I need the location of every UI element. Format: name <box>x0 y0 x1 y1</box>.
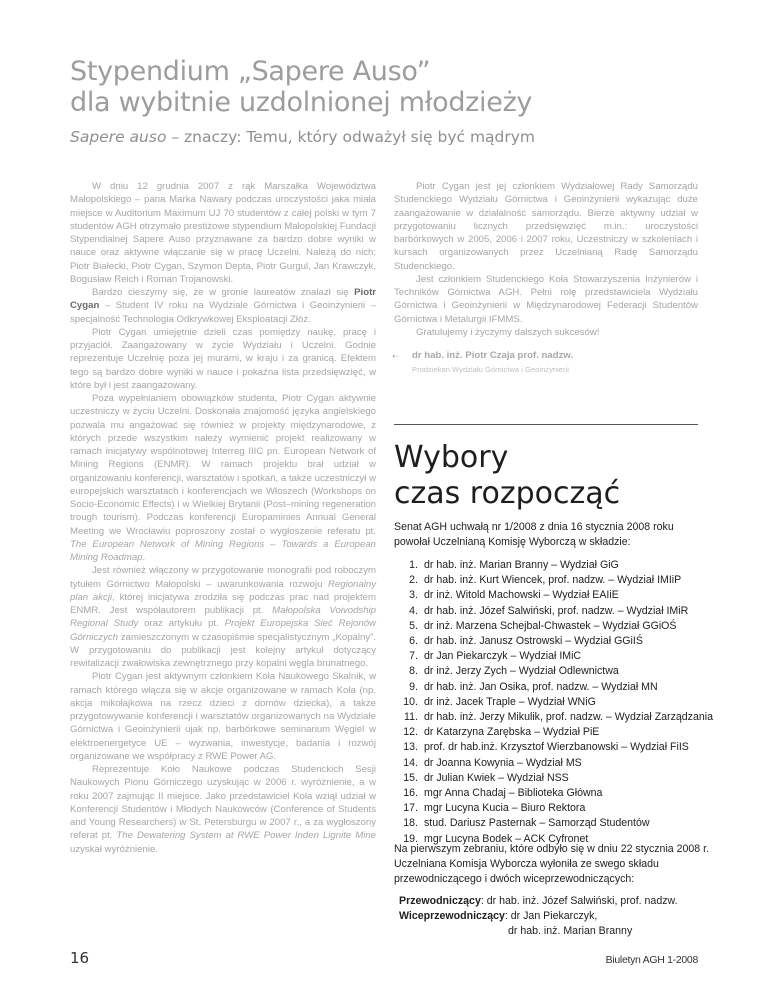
chair-value: : dr hab. inż. Józef Salwiński, prof. nadzw. <box>480 895 678 907</box>
member-number: 12. <box>403 726 418 739</box>
member-number: 10. <box>403 695 418 708</box>
member-text: dr Jan Piekarczyk – Wydział IMiC <box>424 650 582 663</box>
committee-member <box>394 558 714 573</box>
member-number: 13. <box>403 741 418 754</box>
article-subtitle <box>70 128 710 146</box>
member-text: mgr Lucyna Kucia – Biuro Rektora <box>424 802 586 815</box>
member-text: dr hab. inż. Jan Osika, prof. nadzw. – Wydział MN <box>424 680 658 693</box>
member-text: dr inż. Witold Machowski – Wydział EAIiE <box>424 589 619 602</box>
member-number: 1. <box>409 559 418 571</box>
text-run: zamieszczonym w czasopiśmie specjalistycznym „Kopalny”. W przygotowaniu do publikacji jest kolejny artykuł dotyczący rewitalizacji zwałowiska zewnętrznego przy kopalni węgla brunatnego. <box>70 631 376 669</box>
text-run: Poza wypełnianiem obowiązków studenta, Piotr Cygan aktywnie uczestniczy w życiu Uczelni. Doskonała znajomość języka angielskiego pozwala mu angażować się również w projekty międzynarodowe, z których przede wszystkim należy wymienić projekt realizowany w ramach inicjatywy wspólnotowej Interreg IIIC pn. European Network of Mining Regions (ENMR). W ramach projektu brał udział w organizowaniu konferencji, warsztatów i spotkań, a także uczestniczył w europejskich warsztatach i konferencjach we Włoszech (Workshops on Socio-Economic Effects) i w Wielkiej Brytanii (Post–mining regeneration trough tourism). Podczas konferencji Europaminies Annual General Meeting we Wrocławiu poproszony został o wygłoszenie referatu pt. <box>70 393 376 537</box>
article-right-column <box>394 180 698 339</box>
member-text: dr inż. Jacek Traple – Wydział WNiG <box>424 695 596 708</box>
vice-chair-value: : dr Jan Piekarczyk, <box>504 910 598 923</box>
committee-member <box>394 680 714 695</box>
section-heading-line-1: Wybory <box>394 440 509 475</box>
publication-title: Projekt Europejska Sieć Rejonów Górniczych <box>70 618 376 643</box>
committee-member <box>394 725 714 740</box>
member-text: dr Julian Kwiek – Wydział NSS <box>424 771 569 784</box>
text-run: oraz artykułu pt. <box>138 618 225 630</box>
committee-member <box>394 573 714 588</box>
publication-title: Małopolska Voivodship Regional Study <box>70 605 376 630</box>
member-number: 14. <box>403 756 418 769</box>
member-text: dr Katarzyna Zarębska – Wydział PiE <box>424 726 600 739</box>
member-text: dr hab. inż. Kurt Wiencek, prof. nadzw. – Wydział IMIiP <box>424 574 682 587</box>
committee-member <box>394 771 714 786</box>
member-text: dr hab. inż. Jerzy Mikulik, prof. nadzw. – Wydział Zarządzania <box>424 711 713 724</box>
article-paragraph <box>70 392 376 564</box>
member-number: 5. <box>409 619 418 632</box>
member-text: prof. dr hab.inż. Krzysztof Wierzbanowski – Wydział FiIS <box>424 741 689 754</box>
signature-role: Prodziekan Wydziału Górnictwa i Geoinżynierii <box>412 365 569 374</box>
paper-title: The European Network of Mining Regions – Towards a European Mining Roadmap <box>70 538 376 563</box>
member-number: 4. <box>409 604 418 617</box>
member-text: dr hab. inż. Marian Branny – Wydział GiG <box>424 559 619 571</box>
member-number: 16. <box>403 787 418 800</box>
article-paragraph: W dniu 12 grudnia 2007 z rąk Marszałka Województwa Małopolskiego – pana Marka Nawary podczas uroczystości jaka miała miejsce w Auditorium Maximum UJ 70 studentów z całej polski w tym 7 studentów AGH otrzymało prestiżowe stypendium Małopolskiej Fundacji Stypendialnej Sapere Auso przyznawane za bardzo dobre wyniki w nauce oraz aktywne włączanie się w pracę Uczelni. Należą do nich: Piotr Białecki, Piotr Cygan, Szymon Depta, Piotr Gurgul, Jan Krawczyk, Bogusław Reich i Roman Trojanowski. <box>70 181 376 285</box>
member-number: 15. <box>403 771 418 784</box>
member-text: mgr Lucyna Bodek – ACK Cyfronet <box>424 832 589 845</box>
committee-member <box>394 695 714 710</box>
section-outro: Na pierwszym zebraniu, które odbyło się w dniu 22 stycznia 2008 r. Uczelniana Komisja Wyborcza wyłoniła ze swego składu przewodniczącego i dwóch wiceprzewodniczących: <box>394 843 710 886</box>
article-title <box>70 56 710 118</box>
subtitle-translation: – znaczy: Temu, który odważył się być mądrym <box>166 128 536 146</box>
section-heading-line-2: czas rozpocząć <box>394 476 621 511</box>
vice-chair-second: dr hab. inż. Marian Branny <box>508 925 633 938</box>
vice-chair-line <box>399 909 719 924</box>
article-paragraph <box>70 564 376 670</box>
section-heading <box>394 440 620 512</box>
text-run: , której inicjatywa zrodziła się podczas prac nad projektem ENMR. Jest współautorem publikacji pt. <box>70 591 376 616</box>
committee-member <box>394 816 714 831</box>
arrow-left-icon: ⇠ <box>392 351 400 361</box>
member-text: dr inż. Marzena Schejbal-Chwastek – Wydział GGiOŚ <box>424 619 677 632</box>
member-number: 2. <box>409 574 418 587</box>
committee-officers <box>399 894 719 940</box>
article-title-line-1: Stypendium „Sapere Auso” <box>70 56 431 87</box>
member-number: 9. <box>409 680 418 693</box>
member-number: 11. <box>404 711 418 724</box>
member-text: dr hab. inż. Józef Salwiński, prof. nadzw. – Wydział IMiR <box>424 604 689 617</box>
chair-label: Przewodniczący <box>399 895 481 907</box>
article-paragraph: Jest członkiem Studenckiego Koła Stowarzyszenia Inżynierów i Techników Górnictwa AGH. Pełni rolę przedstawiciela Wydziału Górnictwa i Geoinżynierii w Międzynarodowej Federacji Studentów Górnictwa i Metalurgii IFMMS. <box>394 273 698 325</box>
article-left-column <box>70 180 376 856</box>
article-paragraph: Gratulujemy i życzymy dalszych sukcesów! <box>416 326 600 338</box>
text-run: – Student IV roku na Wydziale Górnictwa i Geoinżynierii – specjalność Technologia Odkrywkowej Eksploatacji Złóż. <box>70 300 376 325</box>
committee-member <box>394 801 714 816</box>
page-number: 16 <box>70 949 90 967</box>
article-paragraph: Piotr Cygan jest jej członkiem Wydziałowej Rady Samorządu Studenckiego Wydziału Górnictwa i Geoinżynierii wykazując duże zaangażowanie w działalność samorządu. Bierze aktywny udział w przygotowaniu licznych przedsięwzięć m.in.: uroczystości barbórkowych w 2005, 2006 i 2007 roku, Uczestniczy w szkoleniach i kursach organizowanych przez Uczelnianą Radę Samorządu Studenckiego. <box>394 181 698 272</box>
member-text: dr inż. Jerzy Zych – Wydział Odlewnictwa <box>424 665 619 678</box>
committee-member <box>394 649 714 664</box>
committee-member <box>394 664 714 679</box>
section-divider <box>394 424 698 425</box>
member-text: dr Joanna Kowynia – Wydział MS <box>424 756 582 769</box>
section-intro: Senat AGH uchwałą nr 1/2008 z dnia 16 stycznia 2008 roku powołał Uczelnianą Komisję Wyborczą w składzie: <box>394 521 674 548</box>
subtitle-motto: Sapere auso <box>70 128 167 146</box>
text-run: uzyskał wyróżnienie. <box>70 843 158 855</box>
article-paragraph: Piotr Cygan jest aktywnym członkiem Koła Naukowego Skalnik, w ramach którego włącza się w akcje organizowane w ramach Koła (np. akcja mikołajkowa na rzecz dzieci z domów dziecka), a także przygotowywanie konferencji i warsztatów organizowanych na Wydziale Górnictwa i Geoinżynierii ujak np. barbórkowe seminarium Węgiel w elektroenergetyce UE – wyzwania, inwestycje, badania i rozwój organizowane we współpracy z RWE Power AG. <box>70 671 376 762</box>
committee-member <box>394 619 714 634</box>
committee-member <box>394 604 714 619</box>
publication-name: Biuletyn AGH 1-2008 <box>605 954 698 966</box>
member-number: 6. <box>409 635 418 648</box>
text-run: Bardzo cieszymy się, że w gronie laureatów znalazł się <box>92 287 355 298</box>
member-text: stud. Dariusz Pasternak – Samorząd Studentów <box>424 817 650 830</box>
member-text: mgr Anna Chadaj – Biblioteka Główna <box>424 787 603 800</box>
committee-member <box>394 710 714 725</box>
publication-title: Regionalny plan akcji <box>70 578 376 603</box>
member-number: 8. <box>409 665 418 678</box>
committee-member <box>394 740 714 755</box>
member-number: 7. <box>409 650 418 663</box>
member-number: 17. <box>403 802 418 815</box>
article-paragraph: Piotr Cygan umiejętnie dzieli czas pomiędzy naukę, pracę i przyjaciół. Zaangażowany w życie Wydziału i Uczelni. Godnie reprezentuje Uczelnię poza jej murami, w kraju i za granicą. Efektem tego są bardzo dobre wyniki w nauce i pokaźna lista przedsięwzięć, w które był i jest zaangażowany. <box>70 326 376 391</box>
student-name: Piotr Cygan <box>70 287 376 312</box>
member-number: 3. <box>409 589 418 602</box>
committee-member <box>394 756 714 771</box>
article-title-line-2: dla wybitnie uzdolnionej młodzieży <box>70 87 533 118</box>
member-number: 18. <box>403 817 418 830</box>
text-run: . <box>142 552 146 563</box>
committee-member <box>394 588 714 603</box>
signature-name: dr hab. inż. Piotr Czaja prof. nadzw. <box>412 350 574 361</box>
committee-member-list <box>394 558 714 847</box>
text-run: Reprezentuje Koło Naukowe podczas Studenckich Sesji Naukowych Pionu Górniczego uzyskując w 2006 r. wyróżnienie, a w roku 2007 zajmując II miejsce. Jako przedstawiciel Koła wziął udział w Konferencji Studentów i Młodych Naukowców (Conference of Students and Young Researchers) w St. Petersburgu w 2007 r., a za wygłoszony referat pt. <box>70 764 376 842</box>
vice-chair-label: Wiceprzewodniczący <box>399 910 505 923</box>
committee-member <box>394 786 714 801</box>
article-paragraph <box>70 763 376 856</box>
text-run: Jest również włączony w przygotowanie monografii pod roboczym tytułem Górnictwo Małopolski – uwarunkowania rozwoju <box>70 565 376 590</box>
chair-line <box>399 894 719 909</box>
paper-title: The Dewatering System at RWE Power Inden Lignite Mine <box>116 830 377 842</box>
article-paragraph <box>70 286 376 326</box>
member-number: 19. <box>403 832 418 845</box>
committee-member <box>394 634 714 649</box>
member-text: dr hab. inż. Janusz Ostrowski – Wydział GGiIŚ <box>424 635 643 648</box>
